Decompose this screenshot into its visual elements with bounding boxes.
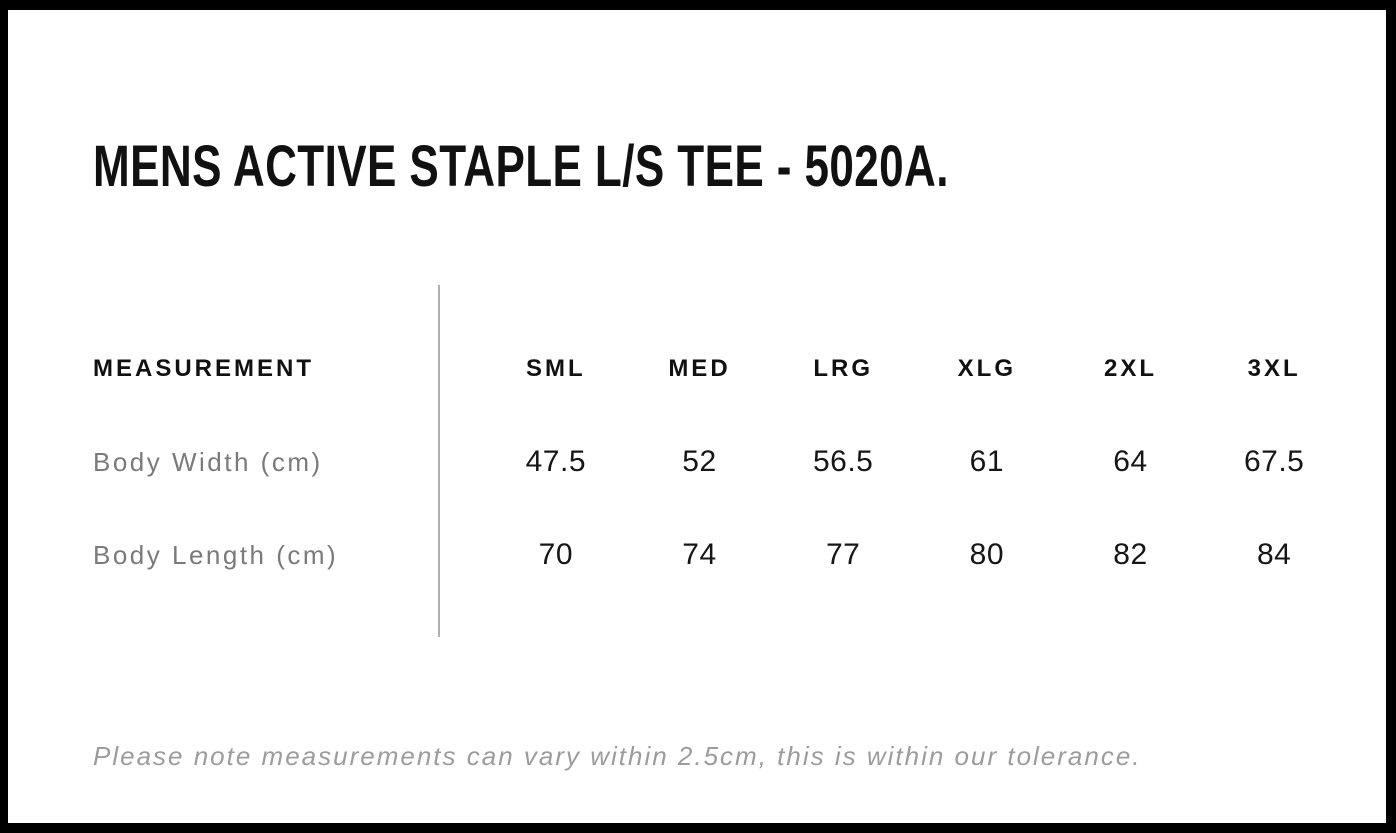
tolerance-note: Please note measurements can vary within 2.5cm, this is within our tolerance.	[93, 741, 1142, 771]
size-header-sml: SML	[525, 355, 586, 382]
body-width-3xl: 67.5	[1243, 445, 1305, 478]
size-header-3xl: 3XL	[1247, 355, 1301, 382]
body-length-lrg: 77	[825, 538, 861, 571]
body-width-lrg: 56.5	[812, 445, 874, 478]
size-header-lrg: LRG	[813, 355, 873, 382]
body-width-2xl: 64	[1113, 445, 1148, 478]
size-header-med: MED	[668, 355, 731, 382]
body-width-sml: 47.5	[525, 445, 587, 478]
page-title: MENS ACTIVE STAPLE L/S TEE - 5020A.	[93, 133, 949, 199]
body-length-3xl: 84	[1256, 538, 1292, 571]
row-label-body-length: Body Length (cm)	[93, 539, 339, 570]
body-width-med: 52	[682, 445, 717, 478]
size-chart-table	[93, 345, 1346, 579]
body-length-sml: 70	[538, 538, 574, 571]
body-length-med: 74	[682, 538, 717, 571]
body-length-2xl: 82	[1113, 538, 1148, 571]
size-header-2xl: 2XL	[1103, 355, 1157, 382]
row-label-body-width: Body Width (cm)	[93, 446, 323, 477]
size-header-xlg: XLG	[957, 355, 1016, 382]
body-width-xlg: 61	[969, 445, 1005, 478]
body-length-xlg: 80	[969, 538, 1005, 571]
measurement-header: MEASUREMENT	[93, 355, 315, 382]
